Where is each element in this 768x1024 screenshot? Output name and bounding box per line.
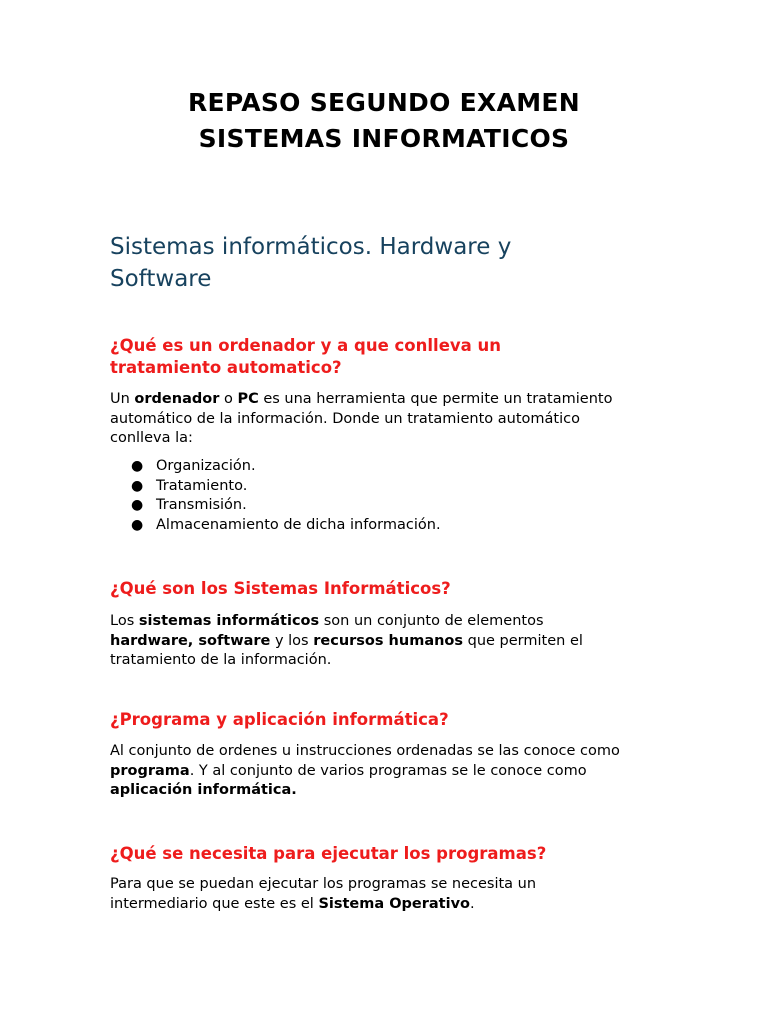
paragraph-ordenador <box>110 390 670 449</box>
paragraph-programa <box>110 742 670 801</box>
text: Los <box>110 613 139 629</box>
section-heading-line-2: Software <box>110 266 212 292</box>
bullet-icon: ● <box>131 458 144 474</box>
paragraph-line <box>110 895 670 915</box>
question-heading-ordenador <box>110 335 670 379</box>
list-item-text: Tratamiento. <box>156 477 248 494</box>
question-heading-line: ¿Qué es un ordenador y a que conlleva un <box>110 336 502 355</box>
bullet-icon: ● <box>131 497 144 514</box>
bold-term: ordenador <box>134 391 220 407</box>
list-item-text: Almacenamiento de dicha información. <box>156 516 441 533</box>
paragraph-line <box>110 632 670 652</box>
title-line-2: SISTEMAS INFORMATICOS <box>198 124 570 153</box>
paragraph-line: automático de la información. Donde un tratamiento automático <box>110 410 580 427</box>
bullet-list <box>110 457 670 535</box>
list-item <box>110 516 670 536</box>
text: . <box>469 895 475 912</box>
paragraph-line: Para que se puedan ejecutar los programas se necesita un <box>110 876 537 892</box>
list-item <box>110 457 670 477</box>
bullet-icon: ● <box>131 477 144 494</box>
text: que permiten el <box>463 632 583 649</box>
paragraph-line: conlleva la: <box>110 430 193 446</box>
paragraph-line <box>110 390 670 410</box>
title-line-1: REPASO SEGUNDO EXAMEN <box>187 88 581 117</box>
list-item <box>110 477 670 497</box>
paragraph-line <box>110 612 670 632</box>
paragraph-line: Al conjunto de ordenes u instrucciones ordenadas se las conoce como <box>110 743 620 759</box>
text: Un <box>110 391 130 407</box>
question-heading-sistemas: ¿Qué son los Sistemas Informáticos? <box>110 579 451 598</box>
paragraph-line <box>110 762 670 782</box>
text: y los <box>270 632 314 649</box>
bold-term: sistemas informáticos <box>138 613 320 629</box>
text: intermediario que este es el <box>110 895 319 912</box>
bold-term: Sistema Operativo <box>318 895 470 912</box>
text: o <box>219 391 238 407</box>
paragraph-line <box>110 781 670 801</box>
text: . Y al conjunto de varios programas se le conoce como <box>189 762 587 779</box>
question-heading-programa: ¿Programa y aplicación informática? <box>110 710 449 729</box>
section-heading-line-1: Sistemas informáticos. Hardware y <box>110 234 512 260</box>
bold-term: PC <box>237 391 259 407</box>
list-item-text: Transmisión. <box>156 497 247 514</box>
document-title <box>0 85 768 157</box>
paragraph-line: tratamiento de la información. <box>110 652 332 668</box>
bold-term: recursos humanos <box>313 632 464 649</box>
bold-term: hardware, software <box>110 632 271 649</box>
text: es una herramienta que permite un tratamiento <box>258 391 613 407</box>
bold-term: programa <box>110 762 190 779</box>
bold-term: aplicación informática. <box>110 782 297 798</box>
question-heading-ejecutar: ¿Qué se necesita para ejecutar los programas? <box>110 844 547 863</box>
question-heading-line: tratamiento automatico? <box>110 358 342 377</box>
list-item-text: Organización. <box>156 458 256 474</box>
list-item <box>110 496 670 516</box>
paragraph-sistemas <box>110 612 670 671</box>
section-heading <box>110 231 670 295</box>
bullet-icon: ● <box>131 516 144 533</box>
text: son un conjunto de elementos <box>319 613 544 629</box>
paragraph-ejecutar <box>110 875 670 914</box>
